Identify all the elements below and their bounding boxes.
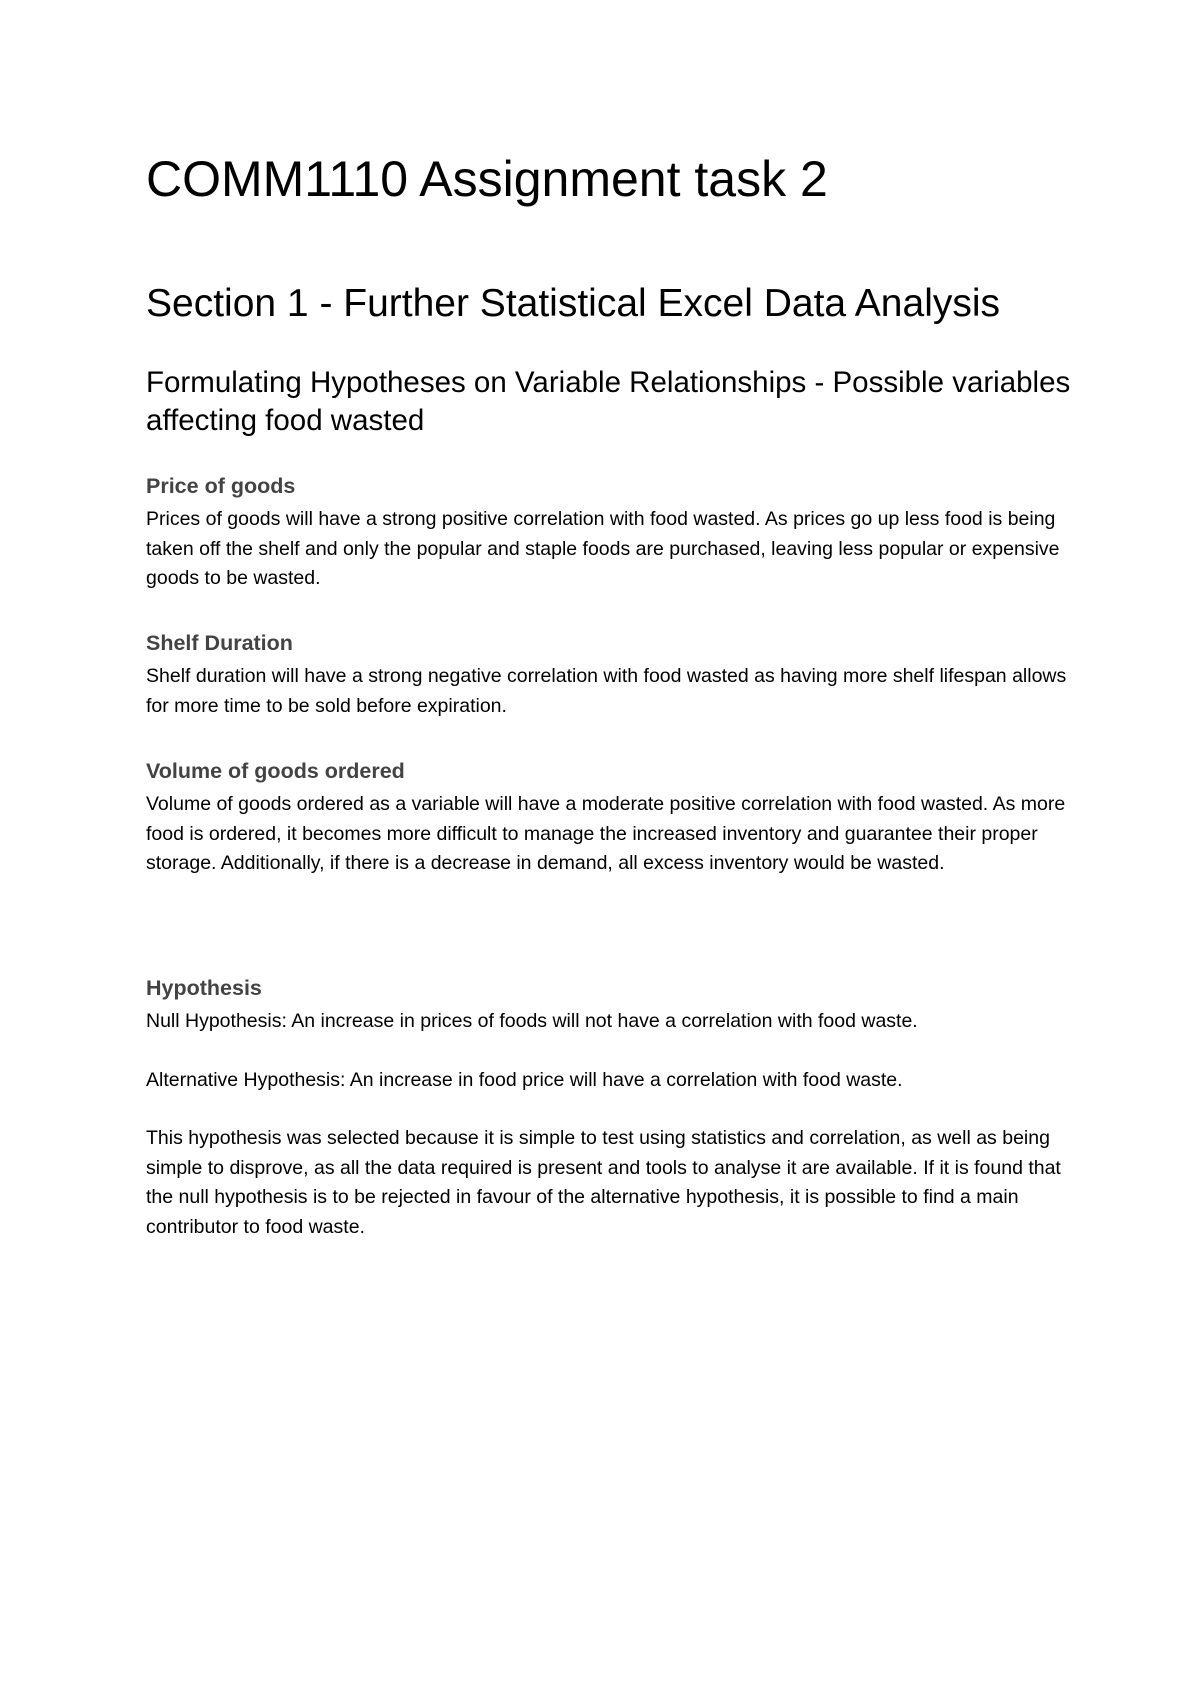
variable-text: Prices of goods will have a strong positive correlation with food wasted. As prices go up less food is being taken off the shelf and only the popular and staple foods are purchased, leaving less popular or expensive goods to be wasted. <box>146 508 1060 589</box>
null-hypothesis: Null Hypothesis: An increase in prices of foods will not have a correlation with food waste. <box>146 1010 918 1032</box>
section-title: Section 1 - Further Statistical Excel Data Analysis <box>146 282 1001 325</box>
variable-heading: Price of goods <box>146 474 296 498</box>
variable-volume-of-goods-ordered <box>146 757 1076 879</box>
variable-text: Shelf duration will have a strong negative correlation with food wasted as having more shelf lifespan allows for more time to be sold before expiration. <box>146 665 1067 717</box>
hypothesis-section <box>146 974 1076 1242</box>
alternative-hypothesis: Alternative Hypothesis: An increase in food price will have a correlation with food waste. <box>146 1068 903 1091</box>
variable-heading: Shelf Duration <box>146 631 293 655</box>
variable-price-of-goods <box>146 472 1076 594</box>
subsection-title: Formulating Hypotheses on Variable Relationships - Possible variables affecting food wasted <box>146 366 1071 437</box>
document-title: COMM1110 Assignment task 2 <box>146 151 828 207</box>
variable-heading: Volume of goods ordered <box>146 759 405 783</box>
variable-text: Volume of goods ordered as a variable will have a moderate positive correlation with food wasted. As more food is ordered, it becomes more difficult to manage the increased inventory and guarantee their proper storage. Additionally, if there is a decrease in demand, all excess inventory would be wasted. <box>146 793 1066 874</box>
variable-shelf-duration <box>146 629 1076 721</box>
hypothesis-heading: Hypothesis <box>146 976 262 1000</box>
hypothesis-rationale: This hypothesis was selected because it is simple to test using statistics and correlation, as well as being simple to disprove, as all the data required is present and tools to analyse it are available. If it is found that the null hypothesis is to be rejected in favour of the alternative hypothesis, it is possible to find a main contributor to food waste. <box>146 1127 1061 1238</box>
